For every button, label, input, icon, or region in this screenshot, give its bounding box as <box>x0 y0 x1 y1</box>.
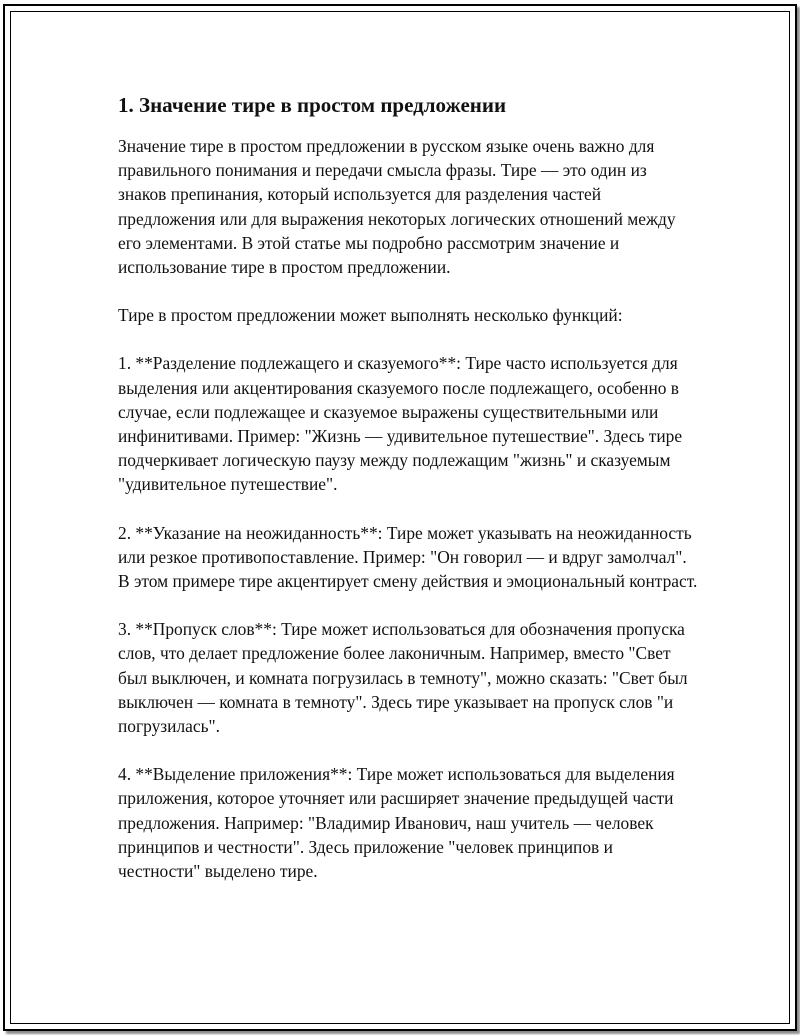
paragraph-item-1: 1. **Разделение подлежащего и сказуемого**: Тире часто используется для выделения или акцентирования сказуемого после подлежащего, особенно в случае, если подлежащее и сказуемое выражены существительными или инфинитивами. Пример: "Жизнь — удивительное путешествие". Здесь тире подчеркивает логическую паузу между подлежащим "жизнь" и сказуемым "удивительное путешествие". <box>118 353 683 495</box>
document-body <box>118 92 698 907</box>
paragraph-item-4: 4. **Выделение приложения**: Тире может использоваться для выделения приложения, которое уточняет или расширяет значение предыдущей части предложения. Например: "Владимир Иванович, наш учитель — человек принципов и честности". Здесь приложение "человек принципов и честности" выделено тире. <box>118 764 675 882</box>
section-title: 1. Значение тире в простом предложении <box>118 93 507 117</box>
paragraph-item-2: 2. **Указание на неожиданность**: Тире может указывать на неожиданность или резкое противопоставление. Пример: "Он говорил — и вдруг замолчал". В этом примере тире акцентирует смену действия и эмоциональный контраст. <box>118 522 698 592</box>
paragraph-item-3: 3. **Пропуск слов**: Тире может использоваться для обозначения пропуска слов, что делает предложение более лаконичным. Например, вместо "Свет был выключен, и комната погрузилась в темноту", можно сказать: "Свет был выключен — комната в темноту". Здесь тире указывает на пропуск слов "и погрузилась". <box>118 619 688 737</box>
paragraph-functions-lead: Тире в простом предложении может выполнять несколько функций: <box>118 305 623 326</box>
paragraph-intro: Значение тире в простом предложении в русском языке очень важно для правильного понимания и передачи смысла фразы. Тире — это один из знаков препинания, который используется для разделения частей предложения или для выражения некоторых логических отношений между его элементами. В этой статье мы подробно рассмотрим значение и использование тире в простом предложении. <box>118 136 676 278</box>
